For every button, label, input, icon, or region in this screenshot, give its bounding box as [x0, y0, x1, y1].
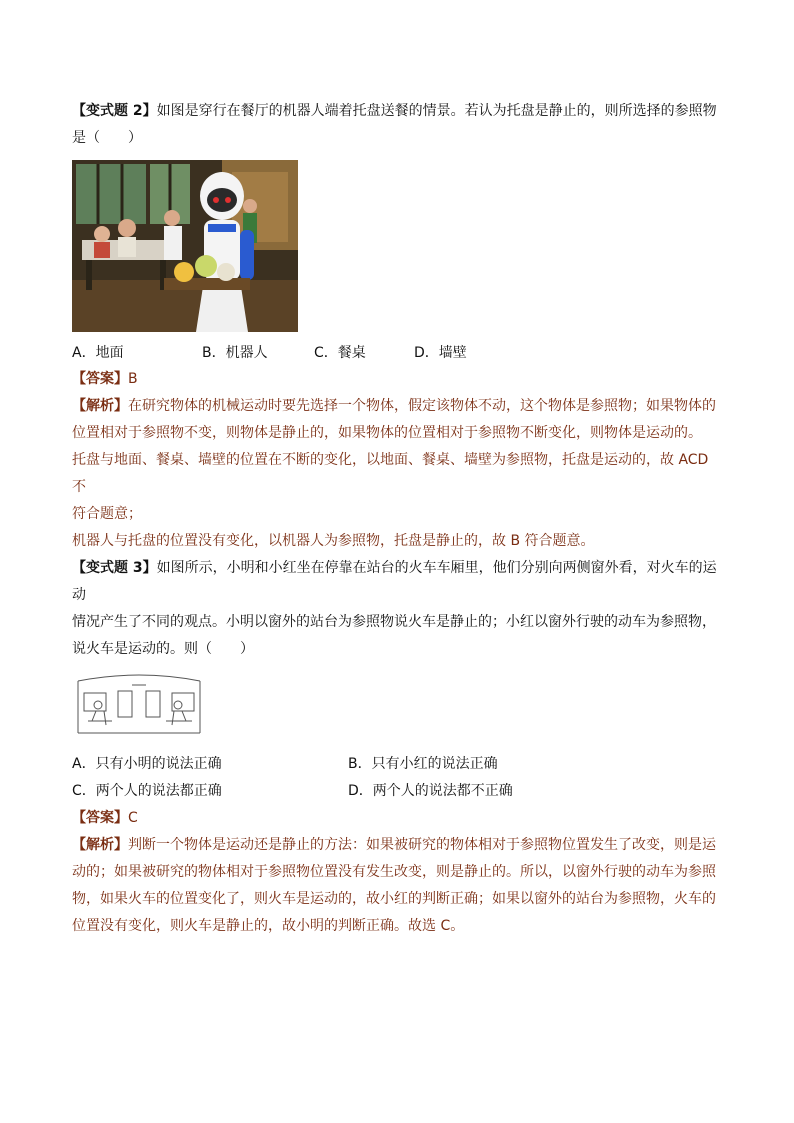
q2-analysis-line2: 位置相对于参照物不变，则物体是静止的，如果物体的位置相对于参照物不断变化，则物体是运动的。	[72, 425, 702, 441]
q3-answer	[72, 805, 722, 832]
q3-analysis-tag: 【解析】	[72, 837, 128, 853]
q3-analysis-line4: 位置没有变化，则火车是静止的，故小明的判断正确。故选 C。	[72, 918, 465, 934]
document-page	[72, 98, 722, 940]
q2-analysis-text1: 在研究物体的机械运动时要先选择一个物体，假定该物体不动，这个物体是参照物；如果物体的	[128, 398, 716, 414]
q2-answer-tag: 【答案】	[72, 371, 128, 387]
q2-option-d[interactable]: D．墙壁	[414, 345, 467, 361]
train-carriage-sketch	[74, 671, 204, 741]
q2-analysis-line4: 符合题意；	[72, 506, 142, 522]
q3-answer-tag: 【答案】	[72, 810, 128, 826]
q2-answer-value: B	[128, 371, 138, 387]
robot-restaurant-photo	[72, 160, 298, 332]
q3-analysis-line1	[72, 832, 722, 859]
q3-analysis-line2: 动的；如果被研究的物体相对于参照物位置没有发生改变，则是静止的。所以，以窗外行驶的动车为参照	[72, 864, 716, 880]
q3-options	[72, 751, 722, 805]
q3-option-d[interactable]: D．两个人的说法都不正确	[348, 783, 513, 799]
q2-tag: 【变式题 2】	[72, 103, 157, 119]
q2-option-a[interactable]: A．地面	[72, 345, 124, 361]
q3-option-a[interactable]: A．只有小明的说法正确	[72, 756, 222, 772]
q2-answer	[72, 366, 722, 393]
q3-answer-value: C	[128, 810, 138, 826]
q3-analysis-line3: 物，如果火车的位置变化了，则火车是运动的，故小红的判断正确；如果以窗外的站台为参照物，火车的	[72, 891, 716, 907]
q2-option-b[interactable]: B．机器人	[202, 345, 268, 361]
q2-analysis-line5: 机器人与托盘的位置没有变化，以机器人为参照物，托盘是静止的，故 B 符合题意。	[72, 533, 595, 549]
q3-option-b[interactable]: B．只有小红的说法正确	[348, 756, 498, 772]
q2-option-c[interactable]: C．餐桌	[314, 345, 366, 361]
q2-stem-line1: 如图是穿行在餐厅的机器人端着托盘送餐的情景。若认为托盘是静止的，则所选择的参照物	[156, 103, 717, 119]
q2-stem	[72, 98, 722, 125]
q2-analysis-line1	[72, 393, 722, 420]
q3-stem	[72, 555, 722, 609]
q3-stem-line2: 情况产生了不同的观点。小明以窗外的站台为参照物说火车是静止的；小红以窗外行驶的动车为参照物，	[72, 614, 716, 630]
q2-analysis-tag: 【解析】	[72, 398, 128, 414]
q3-stem-line3: 说火车是运动的。则（ ）	[72, 641, 254, 657]
q2-stem-line2: 是（ ）	[72, 130, 142, 146]
q3-stem-line1: 如图所示，小明和小红坐在停靠在站台的火车车厢里，他们分别向两侧窗外看，对火车的运动	[72, 560, 717, 603]
q3-tag: 【变式题 3】	[72, 560, 157, 576]
q2-analysis-line3: 托盘与地面、餐桌、墙壁的位置在不断的变化，以地面、餐桌、墙壁为参照物，托盘是运动的，故 ACD 不	[72, 452, 709, 495]
q2-options	[72, 340, 722, 366]
q3-option-c[interactable]: C．两个人的说法都正确	[72, 783, 222, 799]
q3-analysis-text1: 判断一个物体是运动还是静止的方法：如果被研究的物体相对于参照物位置发生了改变，则是运	[128, 837, 716, 853]
